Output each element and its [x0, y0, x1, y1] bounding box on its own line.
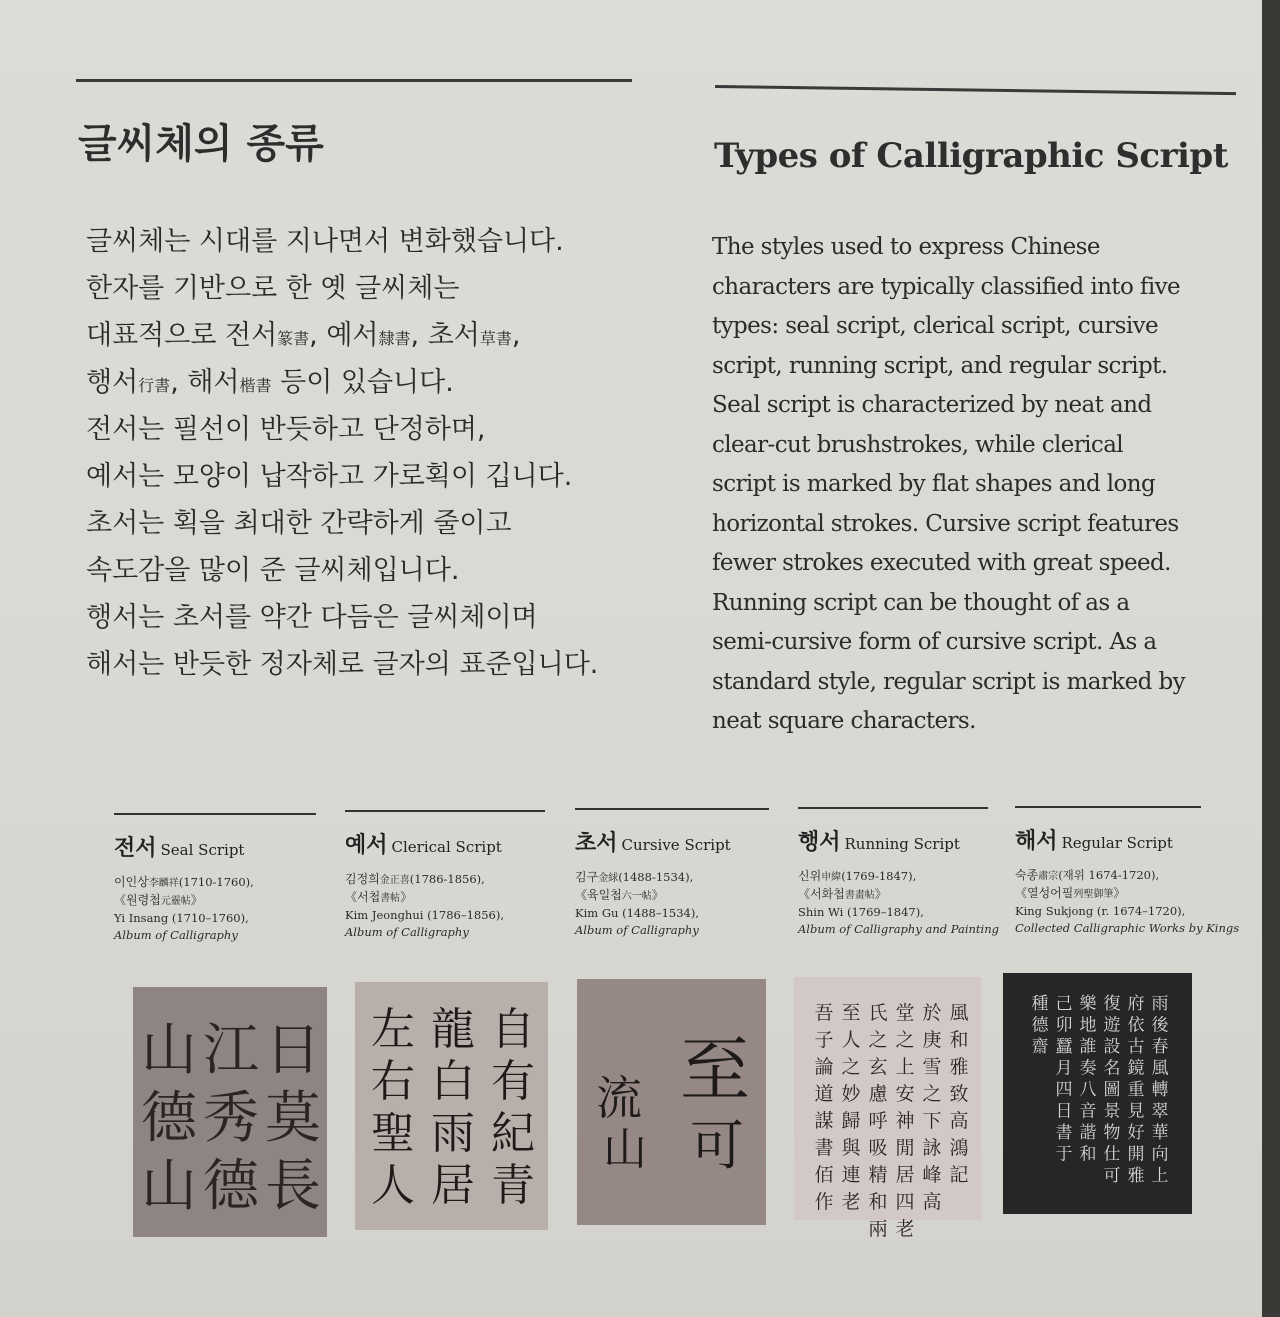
calligraphy-glyph: 之: [841, 1056, 861, 1078]
calligraphy-glyph: 山: [141, 1154, 197, 1219]
calligraphy-glyph: 可: [1103, 1166, 1121, 1186]
calligraphy-glyph: 謀: [814, 1110, 834, 1132]
calligraphy-glyph: 至: [841, 1002, 861, 1024]
calligraphy-glyph: 兩: [868, 1218, 888, 1240]
calligraphy-glyph: 設: [1103, 1037, 1121, 1057]
artwork-caption: 신위申緯(1769-1847), 《서화첩書畫帖》 Shin Wi (1769–1847), Album of Calligraphy and Painting: [798, 869, 999, 936]
korean-title: 글씨체의 종류: [78, 121, 324, 167]
calligraphy-glyph: 鴻: [949, 1137, 969, 1159]
calligraphy-glyph: 長: [265, 1154, 321, 1219]
calligraphy-glyph: 風: [949, 1002, 969, 1024]
calligraphy-glyph: 居: [431, 1160, 475, 1211]
calligraphy-glyph: 龍: [431, 1004, 475, 1055]
korean-line: 대표적으로 전서篆書, 예서隸書, 초서草書,: [86, 320, 521, 351]
english-line: characters are typically classified into five: [712, 273, 1180, 300]
calligraphy-glyph: 己: [1055, 994, 1073, 1014]
calligraphy-glyph: 吸: [868, 1137, 888, 1159]
korean-line: 전서는 필선이 반듯하고 단정하며,: [86, 414, 486, 445]
calligraphy-glyph: 八: [1079, 1080, 1097, 1100]
script-heading: 행서 Running Script: [798, 830, 960, 855]
english-line: horizontal strokes. Cursive script features: [712, 510, 1179, 537]
calligraphy-glyph: 和: [868, 1191, 888, 1213]
calligraphy-glyph: 書: [1055, 1123, 1073, 1143]
english-line: clear-cut brushstrokes, while clerical: [712, 431, 1124, 458]
calligraphy-glyph: 佰: [814, 1164, 834, 1186]
calligraphy-glyph: 高: [949, 1110, 969, 1132]
calligraphy-glyph: 至: [680, 1029, 750, 1111]
english-line: Seal script is characterized by neat and: [712, 392, 1152, 418]
calligraphy-glyph: 於: [922, 1002, 942, 1024]
korean-line: 행서는 초서를 약간 다듬은 글씨체이며: [86, 602, 538, 633]
calligraphy-glyph: 山: [141, 1018, 197, 1083]
calligraphy-glyph: 紀: [491, 1108, 535, 1159]
calligraphy-glyph: 莫: [265, 1086, 321, 1151]
calligraphy-glyph: 右: [371, 1056, 415, 1107]
calligraphy-glyph: 白: [431, 1056, 475, 1107]
calligraphy-glyph: 左: [371, 1004, 415, 1055]
calligraphy-glyph: 春: [1151, 1037, 1169, 1057]
calligraphy-glyph: 致: [949, 1083, 969, 1105]
script-heading: 해서 Regular Script: [1015, 829, 1173, 854]
calligraphy-glyph: 景: [1103, 1101, 1121, 1122]
calligraphy-glyph: 音: [1079, 1101, 1097, 1122]
calligraphy-glyph: 可: [690, 1114, 744, 1177]
calligraphy-glyph: 江: [203, 1018, 259, 1083]
calligraphy-glyph: 下: [922, 1110, 942, 1132]
calligraphy-glyph: 妙: [841, 1083, 861, 1105]
calligraphy-glyph: 記: [949, 1164, 969, 1186]
korean-line: 예서는 모양이 납작하고 가로획이 깁니다.: [86, 461, 573, 492]
cursive-script-column: [575, 808, 769, 939]
artwork-caption: 이인상李麟祥(1710-1760), 《원령첩元靈帖》 Yi Insang (1710–1760), Album of Calligraphy: [114, 875, 254, 942]
calligraphy-glyph: 物: [1103, 1123, 1121, 1143]
calligraphy-glyph: 月: [1055, 1058, 1073, 1079]
english-line: neat square characters.: [712, 708, 976, 734]
top-rule-left: [76, 79, 632, 82]
calligraphy-glyph: 日: [265, 1018, 321, 1083]
calligraphy-glyph: 有: [491, 1056, 535, 1107]
clerical-script-artwork: [355, 982, 548, 1230]
calligraphy-glyph: 之: [922, 1083, 942, 1105]
calligraphy-glyph: 神: [895, 1110, 915, 1132]
calligraphy-glyph: 子: [814, 1029, 834, 1051]
cursive-script-glyphs: [577, 979, 766, 1225]
calligraphy-glyph: 高: [922, 1191, 942, 1213]
seal-script-glyphs: [133, 987, 327, 1237]
calligraphy-glyph: 鏡: [1127, 1058, 1145, 1079]
calligraphy-glyph: 日: [1055, 1101, 1073, 1122]
calligraphy-glyph: 老: [895, 1218, 915, 1240]
calligraphy-glyph: 見: [1127, 1101, 1145, 1122]
english-line: script, running script, and regular script.: [712, 352, 1168, 379]
korean-line: 한자를 기반으로 한 옛 글씨체는: [86, 273, 460, 304]
calligraphy-glyph: 庚: [922, 1029, 942, 1051]
cursive-script-artwork: [577, 979, 766, 1225]
calligraphy-glyph: 復: [1103, 994, 1121, 1014]
calligraphy-glyph: 峰: [922, 1164, 942, 1186]
calligraphy-glyph: 書: [814, 1137, 834, 1159]
calligraphy-glyph: 道: [814, 1083, 834, 1105]
calligraphy-glyph: 誰: [1079, 1037, 1097, 1057]
artwork-caption: 숙종肅宗(재위 1674-1720), 《열성어필列聖御筆》 King Sukjong (r. 1674–1720), Collected Calligraphic Works by Kings: [1015, 868, 1240, 935]
calligraphy-glyph: 聖: [371, 1108, 415, 1159]
calligraphy-glyph: 論: [814, 1056, 834, 1078]
calligraphy-glyph: 轉: [1151, 1080, 1169, 1100]
korean-line: 해서는 반듯한 정자체로 글자의 표준입니다.: [86, 649, 599, 680]
english-line: types: seal script, clerical script, cursive: [712, 313, 1158, 339]
column-rule: [575, 808, 769, 810]
regular-script-glyphs: [1003, 973, 1192, 1214]
calligraphy-glyph: 好: [1127, 1123, 1145, 1143]
calligraphy-glyph: 諧: [1079, 1123, 1097, 1143]
calligraphy-glyph: 古: [1127, 1037, 1145, 1057]
korean-description: [86, 218, 686, 688]
english-line: fewer strokes executed with great speed.: [712, 550, 1171, 576]
english-line: standard style, regular script is marked by: [712, 668, 1185, 695]
calligraphy-glyph: 名: [1103, 1058, 1121, 1079]
calligraphy-glyph: 府: [1127, 994, 1145, 1014]
seal-script-column: [114, 813, 316, 944]
calligraphy-glyph: 青: [491, 1160, 535, 1211]
regular-script-artwork: [1003, 973, 1192, 1214]
calligraphy-glyph: 向: [1151, 1144, 1169, 1165]
calligraphy-glyph: 雪: [922, 1056, 942, 1078]
running-script-glyphs: [794, 977, 981, 1240]
calligraphy-glyph: 于: [1055, 1144, 1073, 1165]
clerical-script-glyphs: [355, 982, 548, 1230]
korean-line: 행서行書, 해서楷書 등이 있습니다.: [86, 367, 454, 398]
calligraphy-glyph: 四: [895, 1191, 915, 1213]
calligraphy-glyph: 卯: [1055, 1015, 1073, 1036]
calligraphy-glyph: 秀: [203, 1086, 259, 1151]
calligraphy-glyph: 重: [1127, 1080, 1145, 1100]
calligraphy-glyph: 吾: [814, 1002, 834, 1024]
calligraphy-glyph: 開: [1127, 1144, 1145, 1165]
artwork-caption: 김정희金正喜(1786-1856), 《서첩書帖》 Kim Jeonghui (1786–1856), Album of Calligraphy: [345, 872, 504, 939]
korean-line: 글씨체는 시대를 지나면서 변화했습니다.: [86, 226, 564, 257]
calligraphy-glyph: 精: [868, 1164, 888, 1186]
column-rule: [798, 807, 988, 809]
calligraphy-glyph: 閒: [895, 1137, 915, 1159]
calligraphy-glyph: 作: [814, 1191, 834, 1213]
english-line: script is marked by flat shapes and long: [712, 471, 1156, 497]
english-description: [712, 228, 1232, 742]
calligraphy-glyph: 詠: [922, 1137, 942, 1159]
column-rule: [114, 813, 316, 815]
korean-line: 초서는 획을 최대한 간략하게 줄이고: [86, 508, 512, 539]
calligraphy-glyph: 德: [203, 1154, 259, 1219]
calligraphy-glyph: 慮: [868, 1083, 888, 1105]
calligraphy-glyph: 人: [371, 1160, 415, 1211]
calligraphy-glyph: 連: [841, 1164, 861, 1186]
artwork-caption: 김구金絿(1488-1534), 《육일첩六一帖》 Kim Gu (1488–1534), Album of Calligraphy: [575, 870, 699, 937]
calligraphy-glyph: 上: [895, 1056, 915, 1078]
calligraphy-glyph: 仕: [1103, 1144, 1121, 1165]
calligraphy-glyph: 蠶: [1055, 1037, 1073, 1057]
calligraphy-glyph: 雅: [949, 1056, 969, 1078]
calligraphy-glyph: 與: [841, 1137, 861, 1159]
calligraphy-glyph: 安: [895, 1083, 915, 1105]
calligraphy-glyph: 雅: [1127, 1166, 1145, 1186]
calligraphy-glyph: 翠: [1151, 1101, 1169, 1122]
calligraphy-glyph: 地: [1079, 1015, 1097, 1036]
calligraphy-glyph: 依: [1127, 1015, 1145, 1036]
seal-script-artwork: [133, 987, 327, 1237]
calligraphy-glyph: 人: [841, 1029, 861, 1051]
english-line: semi-cursive form of cursive script. As a: [712, 629, 1157, 655]
calligraphy-glyph: 老: [841, 1191, 861, 1213]
calligraphy-glyph: 後: [1151, 1015, 1169, 1036]
calligraphy-glyph: 遊: [1103, 1015, 1121, 1036]
calligraphy-glyph: 齋: [1031, 1037, 1049, 1057]
calligraphy-glyph: 居: [895, 1164, 915, 1186]
top-rule-right: [715, 85, 1236, 95]
calligraphy-glyph: 之: [868, 1029, 888, 1051]
calligraphy-glyph: 山: [603, 1124, 647, 1175]
calligraphy-glyph: 四: [1055, 1080, 1073, 1100]
calligraphy-glyph: 堂: [895, 1002, 915, 1024]
calligraphy-glyph: 奏: [1079, 1058, 1097, 1079]
clerical-script-column: [345, 810, 545, 941]
calligraphy-glyph: 華: [1151, 1123, 1169, 1143]
calligraphy-glyph: 圖: [1103, 1080, 1121, 1100]
running-script-artwork: [794, 977, 981, 1240]
calligraphy-glyph: 和: [1079, 1144, 1097, 1165]
calligraphy-glyph: 之: [895, 1029, 915, 1051]
calligraphy-glyph: 玄: [868, 1056, 888, 1078]
column-rule: [345, 810, 545, 812]
calligraphy-glyph: 樂: [1079, 994, 1097, 1014]
calligraphy-glyph: 氏: [868, 1002, 888, 1024]
english-title: Types of Calligraphic Script: [714, 136, 1228, 176]
korean-line: 속도감을 많이 준 글씨체입니다.: [86, 555, 460, 586]
running-script-column: [798, 807, 999, 938]
calligraphy-glyph: 德: [1031, 1015, 1049, 1036]
english-line: Running script can be thought of as a: [712, 589, 1130, 616]
script-heading: 초서 Cursive Script: [575, 831, 731, 856]
calligraphy-glyph: 上: [1151, 1166, 1169, 1186]
calligraphy-glyph: 雨: [1151, 994, 1169, 1014]
calligraphy-glyph: 呼: [868, 1110, 888, 1132]
calligraphy-glyph: 雨: [431, 1108, 475, 1159]
script-heading: 전서 Seal Script: [114, 836, 245, 861]
column-rule: [1015, 806, 1201, 808]
calligraphy-glyph: 種: [1031, 994, 1049, 1014]
english-line: The styles used to express Chinese: [712, 234, 1100, 260]
calligraphy-glyph: 自: [491, 1004, 535, 1055]
script-heading: 예서 Clerical Script: [345, 833, 502, 858]
calligraphy-glyph: 和: [949, 1029, 969, 1051]
regular-script-column: [1015, 806, 1240, 937]
calligraphy-glyph: 風: [1151, 1058, 1169, 1079]
calligraphy-glyph: 歸: [841, 1110, 861, 1132]
calligraphy-glyph: 德: [141, 1086, 197, 1151]
calligraphy-glyph: 流: [596, 1071, 642, 1125]
